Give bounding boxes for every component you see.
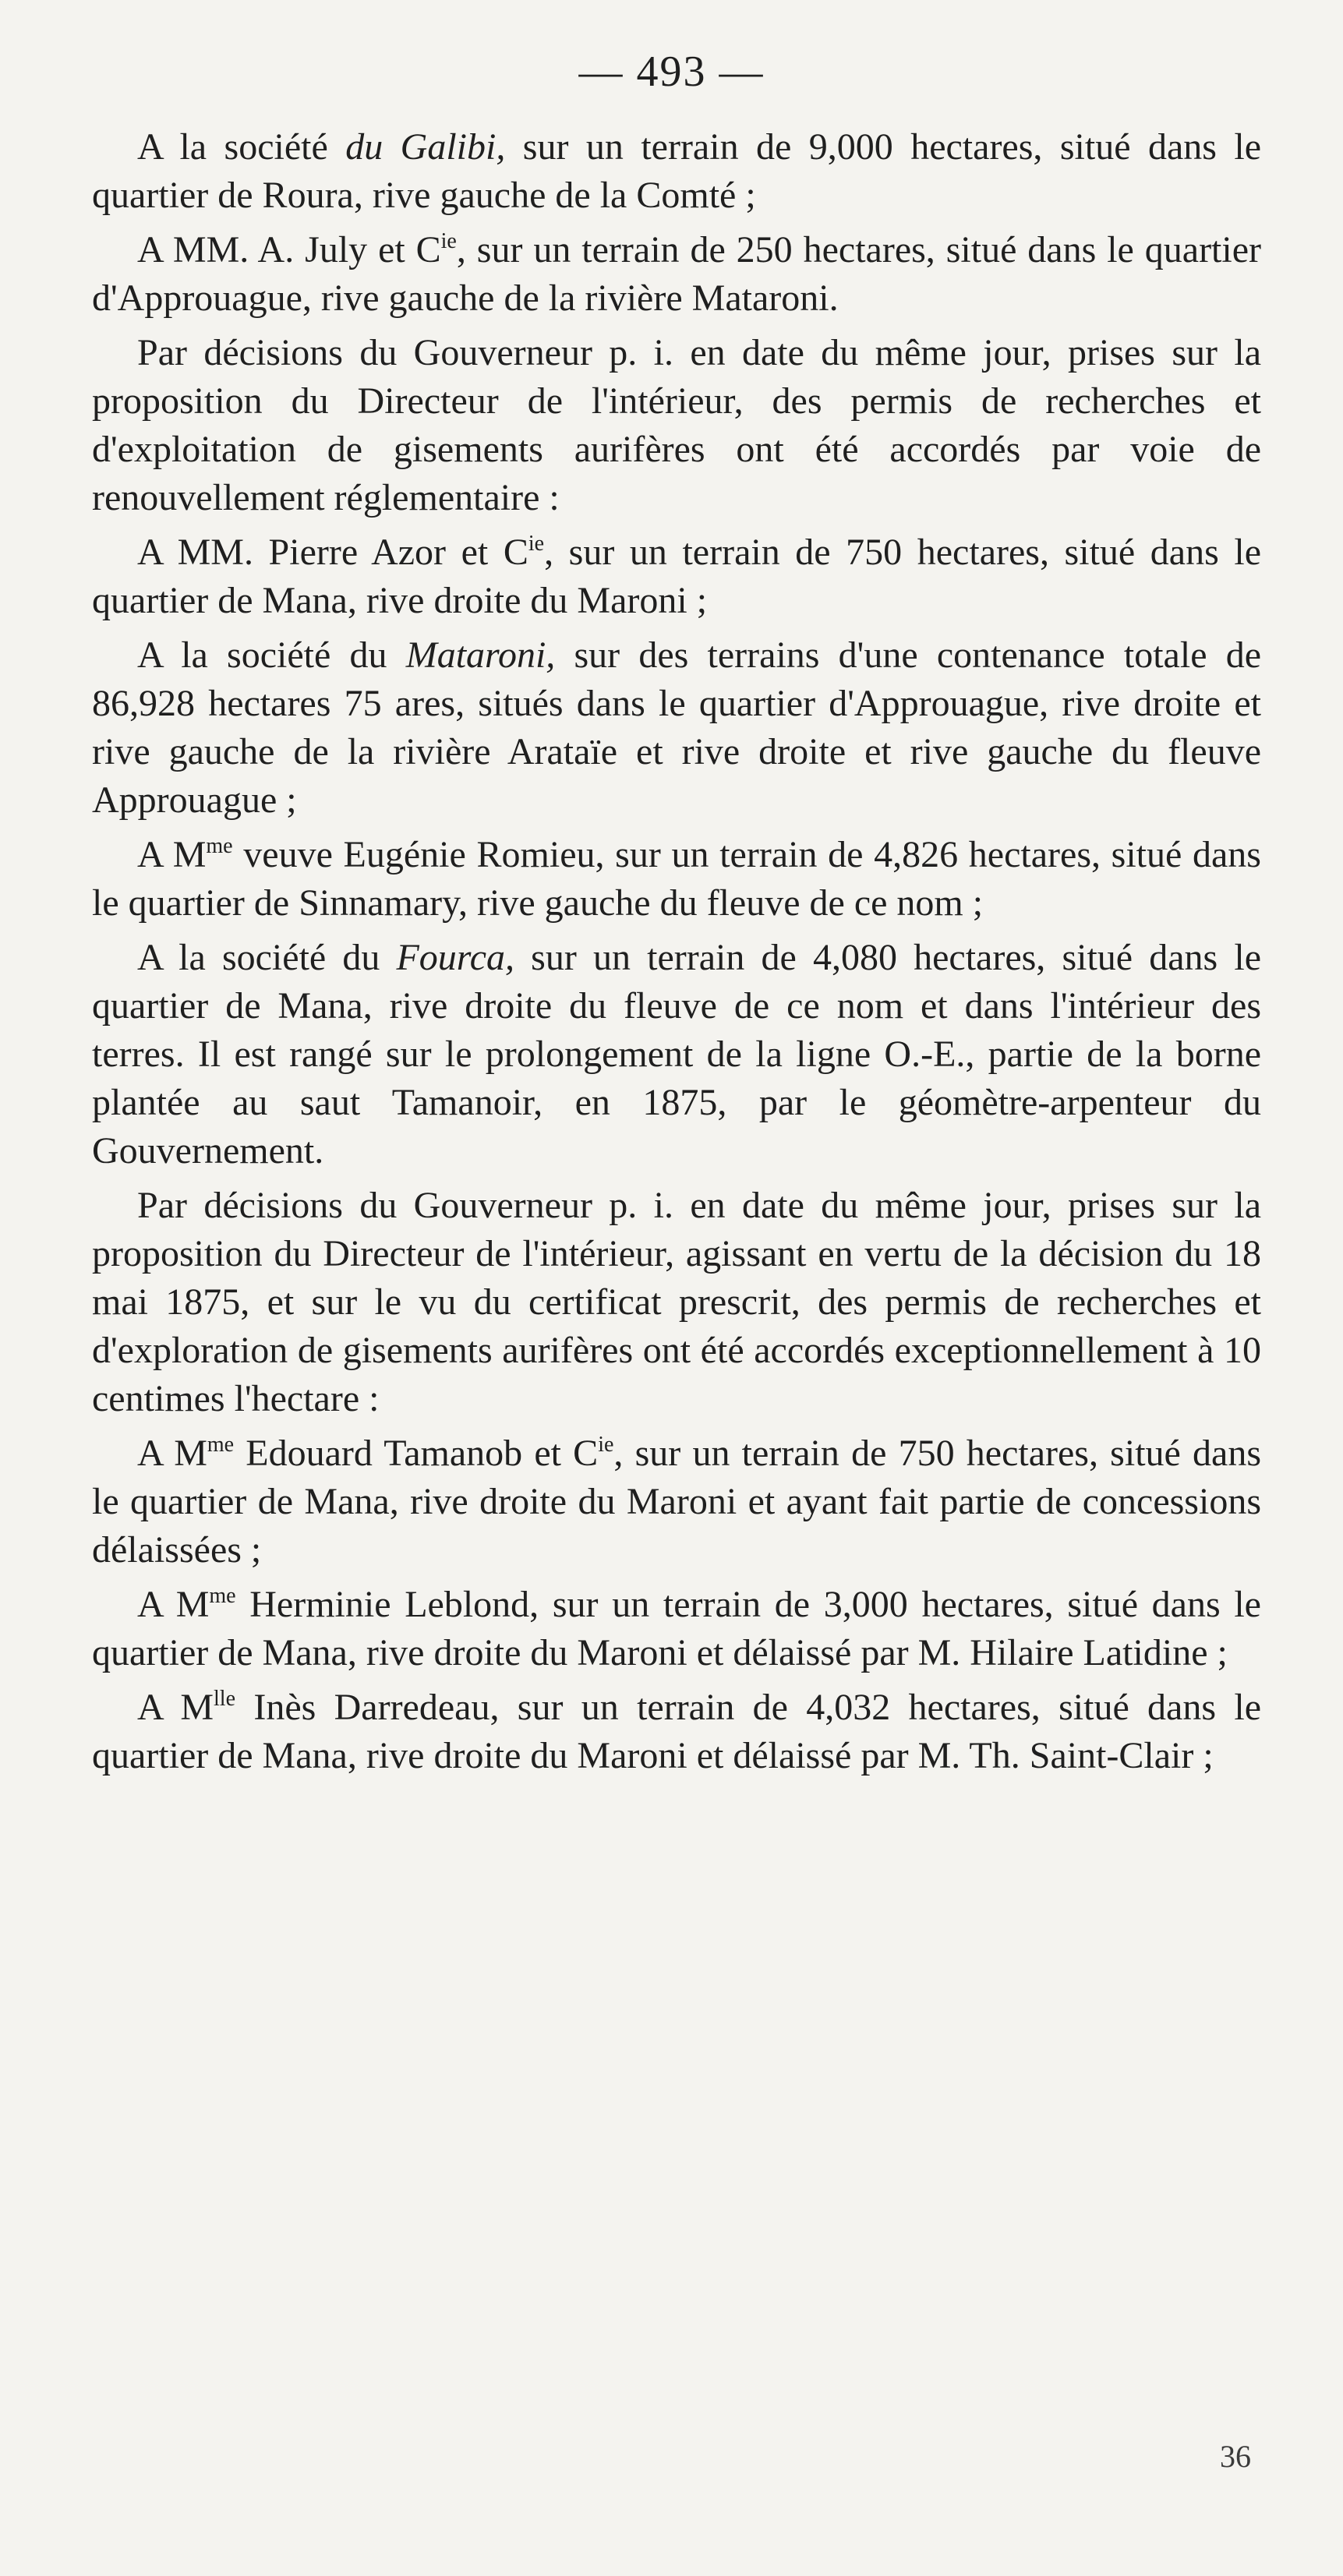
paragraph-tamanob: A $M^{me}$ Edouard Tamanob et $C^{ie}$, sur un terrain de 750 hectares, situé dans le quartier de Mana, rive droite du Maroni et ayant fait partie de concessions délaissées ; <box>92 1433 1262 1571</box>
paragraph-mataroni: A la société du Mataroni, sur des terrains d'une contenance totale de 86,928 hectares 75 ares, situés dans le quartier d'Approuague, rive droite et rive gauche de la rivière Arataïe et rive droite et rive gauche du fleuve Approuague ; <box>92 634 1262 821</box>
paragraph-fourca: A la société du Fourca, sur un terrain de 4,080 hectares, situé dans le quartier de Mana, rive droite du fleuve de ce nom et dans l'intérieur des terres. Il est rangé sur le prolongement de la ligne O.-E., partie de la borne plantée au saut Tamanoir, en 1875, par le géomètre-arpenteur du Gouvernement. <box>92 937 1261 1171</box>
document-body <box>92 123 1261 1786</box>
printer-signature-mark: 36 <box>1220 2439 1251 2474</box>
paragraph-decisions-exceptional: Par décisions du Gouverneur p. i. en date du même jour, prises sur la proposition du Directeur de l'intérieur, agissant en vertu de la décision du 18 mai 1875, et sur le vu du certificat prescrit, des permis de recherches et d'exploration de gisements aurifères ont été accordés exceptionnellement à 10 centimes l'hectare : <box>92 1185 1261 1419</box>
paragraph-darredeau: A $M^{lle}$ Inès Darredeau, sur un terrain de 4,032 hectares, situé dans le quartier de Mana, rive droite du Maroni et délaissé par M. Th. Saint-Clair ; <box>92 1687 1261 1776</box>
paragraph-decisions-renewal: Par décisions du Gouverneur p. i. en date du même jour, prises sur la proposition du Directeur de l'intérieur, des permis de recherches et d'exploitation de gisements aurifères ont été accordés par voie de renouvellement réglementaire : <box>92 332 1261 518</box>
paragraph-azor: A MM. Pierre Azor et $C^{ie}$, sur un terrain de 750 hectares, situé dans le quartier de Mana, rive droite du Maroni ; <box>92 532 1261 621</box>
paragraph-romieu: A $M^{me}$ veuve Eugénie Romieu, sur un terrain de 4,826 hectares, situé dans le quartier de Sinnamary, rive gauche du fleuve de ce nom ; <box>92 834 1261 924</box>
paragraph-leblond: A $M^{me}$ Herminie Leblond, sur un terrain de 3,000 hectares, situé dans le quartier de Mana, rive droite du Maroni et délaissé par M. Hilaire Latidine ; <box>92 1584 1261 1673</box>
paragraph-galibi: A la société du Galibi, sur un terrain de 9,000 hectares, situé dans le quartier de Roura, rive gauche de la Comté ; <box>92 126 1261 216</box>
page-number: — 493 — <box>578 48 765 96</box>
paragraph-july: A MM. A. July et $C^{ie}$, sur un terrain de 250 hectares, situé dans le quartier d'Approuague, rive gauche de la rivière Mataroni. <box>92 229 1262 319</box>
